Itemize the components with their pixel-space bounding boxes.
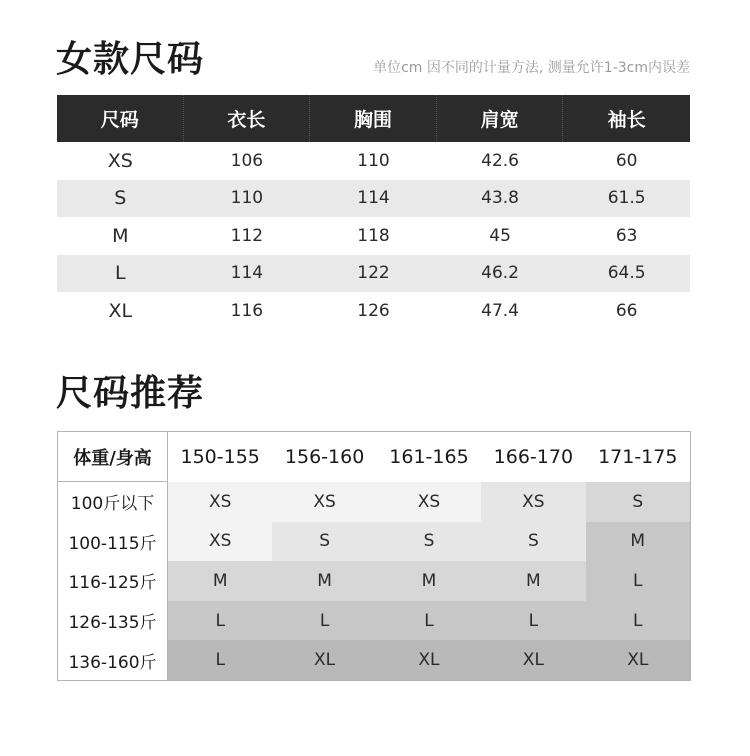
size-cell: L (377, 601, 481, 641)
table-row (57, 180, 690, 218)
table-cell: M (112, 224, 129, 247)
table-cell: 63 (615, 225, 638, 246)
table-row (57, 255, 690, 293)
header-size: 尺码 (57, 95, 184, 142)
table-cell: 116 (230, 300, 264, 321)
table-cell: 106 (230, 150, 264, 171)
height-header: 171-175 (598, 446, 678, 468)
height-header: 161-165 (389, 446, 469, 468)
height-header: 156-160 (284, 446, 365, 468)
size-cell: XS (377, 482, 481, 522)
recommend-header (58, 432, 690, 482)
table-cell: XS (107, 149, 133, 172)
table-cell: 112 (230, 225, 264, 246)
size-cell: M (481, 561, 585, 601)
size-cell: XS (168, 522, 272, 562)
table-cell: 61.5 (607, 188, 646, 209)
weight-height-corner: 体重/身高 (58, 432, 168, 482)
measurement-note: 单位cm 因不同的计量方法, 测量允许1-3cm内误差 (373, 60, 690, 76)
size-cell: XL (272, 640, 376, 680)
size-cell: M (586, 522, 690, 562)
size-recommendation-table (57, 431, 691, 681)
table-cell: 47.4 (481, 300, 519, 321)
size-cell: S (272, 522, 376, 562)
size-cell: L (586, 601, 690, 641)
table-row (58, 522, 690, 562)
table-cell: 46.2 (481, 263, 519, 284)
size-cell: S (481, 522, 585, 562)
table-cell: 43.8 (481, 188, 519, 209)
table-cell: 118 (357, 225, 390, 246)
table-row (58, 482, 690, 522)
recommend-body (58, 482, 690, 680)
table-cell: 64.5 (607, 263, 646, 284)
size-cell: M (272, 561, 376, 601)
height-header: 166-170 (493, 446, 574, 468)
table-row (57, 217, 690, 255)
table-cell: 45 (489, 225, 511, 246)
size-cell: S (586, 482, 690, 522)
table-row (57, 292, 690, 330)
size-cell: XS (168, 482, 272, 522)
table-cell: 126 (357, 300, 390, 321)
size-table (57, 95, 690, 330)
weight-label: 136-160斤 (58, 640, 168, 680)
header-bust: 胸围 (310, 95, 437, 142)
table-cell: 122 (357, 263, 390, 284)
size-cell: XL (586, 640, 690, 680)
weight-label: 100-115斤 (58, 522, 168, 562)
size-cell: XS (272, 482, 376, 522)
size-cell: XL (481, 640, 585, 680)
size-cell: L (481, 601, 585, 641)
table-cell: S (114, 187, 127, 210)
table-cell: 60 (615, 150, 638, 171)
size-cell: L (272, 601, 376, 641)
size-cell: L (586, 561, 690, 601)
header-sleeve: 袖长 (607, 109, 646, 131)
size-cell: L (168, 640, 272, 680)
size-cell: M (168, 561, 272, 601)
size-cell: XL (377, 640, 481, 680)
table-row (58, 601, 690, 641)
table-cell: L (115, 262, 126, 285)
table-row (58, 561, 690, 601)
header-length: 衣长 (184, 95, 311, 142)
size-cell: M (377, 561, 481, 601)
size-cell: XS (481, 482, 585, 522)
weight-label: 126-135斤 (58, 601, 168, 641)
size-cell: L (168, 601, 272, 641)
weight-label: 116-125斤 (58, 561, 168, 601)
table-cell: 110 (230, 188, 264, 209)
table-cell: 42.6 (481, 150, 519, 171)
height-header: 150-155 (180, 446, 260, 468)
header-shoulder: 肩宽 (437, 95, 564, 142)
table-cell: 110 (357, 150, 390, 171)
table-cell: 114 (357, 188, 390, 209)
weight-label: 100斤以下 (58, 482, 168, 522)
table-row (58, 640, 690, 680)
table-cell: XL (108, 299, 133, 322)
size-table-header (57, 95, 690, 142)
table-cell: 66 (615, 300, 638, 321)
section-title-recommend: 尺码推荐 (56, 373, 205, 414)
table-row (57, 142, 690, 180)
page-title-size-chart: 女款尺码 (56, 39, 205, 80)
table-cell: 114 (230, 263, 264, 284)
size-cell: S (377, 522, 481, 562)
